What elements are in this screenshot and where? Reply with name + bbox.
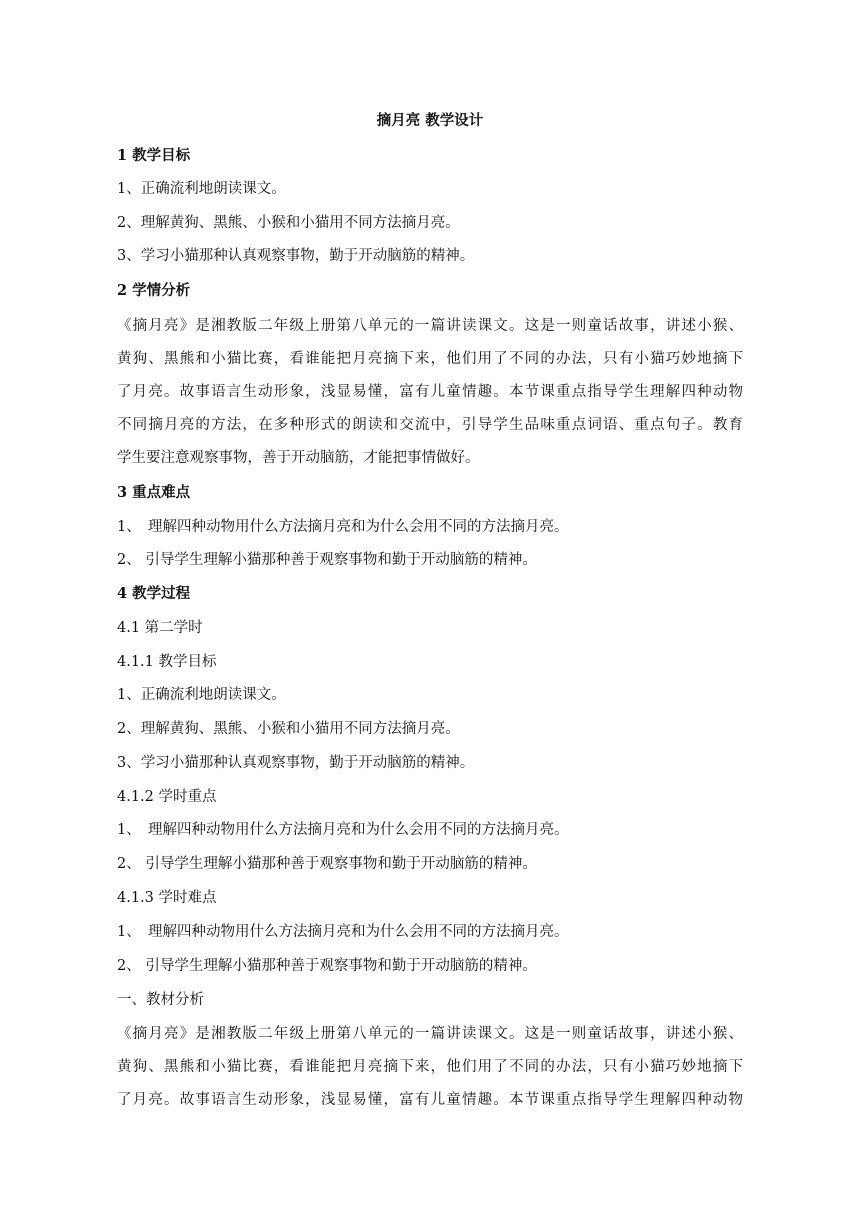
goal-item: 2、理解黄狗、黑熊、小猴和小猫用不同方法摘月亮。	[117, 721, 460, 737]
goal-item: 2、理解黄狗、黑熊、小猴和小猫用不同方法摘月亮。	[117, 215, 460, 231]
heading-teaching-goals: 1 教学目标	[117, 147, 191, 164]
paragraph-line: 黄狗、黑熊和小猫比赛，看谁能把月亮摘下来，他们用了不同的办法，只有小猫巧妙地摘下	[117, 351, 743, 367]
paragraph-line: 黄狗、黑熊和小猫比赛，看谁能把月亮摘下来，他们用了不同的办法，只有小猫巧妙地摘下	[117, 1059, 743, 1075]
heading-key-points: 3 重点难点	[117, 484, 191, 501]
paragraph-line: 不同摘月亮的方法，在多种形式的朗读和交流中，引导学生品味重点词语、重点句子。教育	[117, 417, 743, 433]
material-paragraph	[117, 1018, 743, 1117]
paragraph-line: 学生要注意观察事物，善于开动脑筋，才能把事情做好。	[117, 450, 480, 466]
difficulty-item: 2、 引导学生理解小猫那种善于观察事物和勤于开动脑筋的精神。	[117, 958, 537, 974]
heading-material-analysis: 一、教材分析	[117, 992, 204, 1008]
section-4-1: 4.1 第二学时	[117, 620, 203, 636]
difficulty-item: 1、 理解四种动物用什么方法摘月亮和为什么会用不同的方法摘月亮。	[117, 924, 569, 940]
paragraph-line: 了月亮。故事语言生动形象，浅显易懂，富有儿童情趣。本节课重点指导学生理解四种动物	[117, 384, 743, 400]
goal-item: 3、学习小猫那种认真观察事物，勤于开动脑筋的精神。	[117, 248, 475, 264]
section-4-1-3: 4.1.3 学时难点	[117, 890, 217, 906]
paragraph-line: 《摘月亮》是湘教版二年级上册第八单元的一篇讲读课文。这是一则童话故事，讲述小猴、	[117, 1026, 743, 1042]
key-point-item: 2、 引导学生理解小猫那种善于观察事物和勤于开动脑筋的精神。	[117, 552, 537, 568]
goal-item: 3、学习小猫那种认真观察事物，勤于开动脑筋的精神。	[117, 755, 475, 771]
section-4-1-1: 4.1.1 教学目标	[117, 654, 217, 670]
heading-teaching-process: 4 教学过程	[117, 585, 191, 602]
heading-learning-analysis: 2 学情分析	[117, 282, 191, 299]
paragraph-line: 《摘月亮》是湘教版二年级上册第八单元的一篇讲读课文。这是一则童话故事，讲述小猴、	[117, 318, 743, 334]
focus-item: 1、 理解四种动物用什么方法摘月亮和为什么会用不同的方法摘月亮。	[117, 822, 569, 838]
goal-item: 1、正确流利地朗读课文。	[117, 181, 286, 197]
paragraph-line: 了月亮。故事语言生动形象，浅显易懂，富有儿童情趣。本节课重点指导学生理解四种动物	[117, 1092, 743, 1108]
section-4-1-2: 4.1.2 学时重点	[117, 789, 217, 805]
analysis-paragraph	[117, 310, 743, 475]
focus-item: 2、 引导学生理解小猫那种善于观察事物和勤于开动脑筋的精神。	[117, 856, 537, 872]
goal-item: 1、正确流利地朗读课文。	[117, 687, 286, 703]
key-point-item: 1、 理解四种动物用什么方法摘月亮和为什么会用不同的方法摘月亮。	[117, 519, 569, 535]
document-title: 摘月亮 教学设计	[376, 112, 484, 129]
